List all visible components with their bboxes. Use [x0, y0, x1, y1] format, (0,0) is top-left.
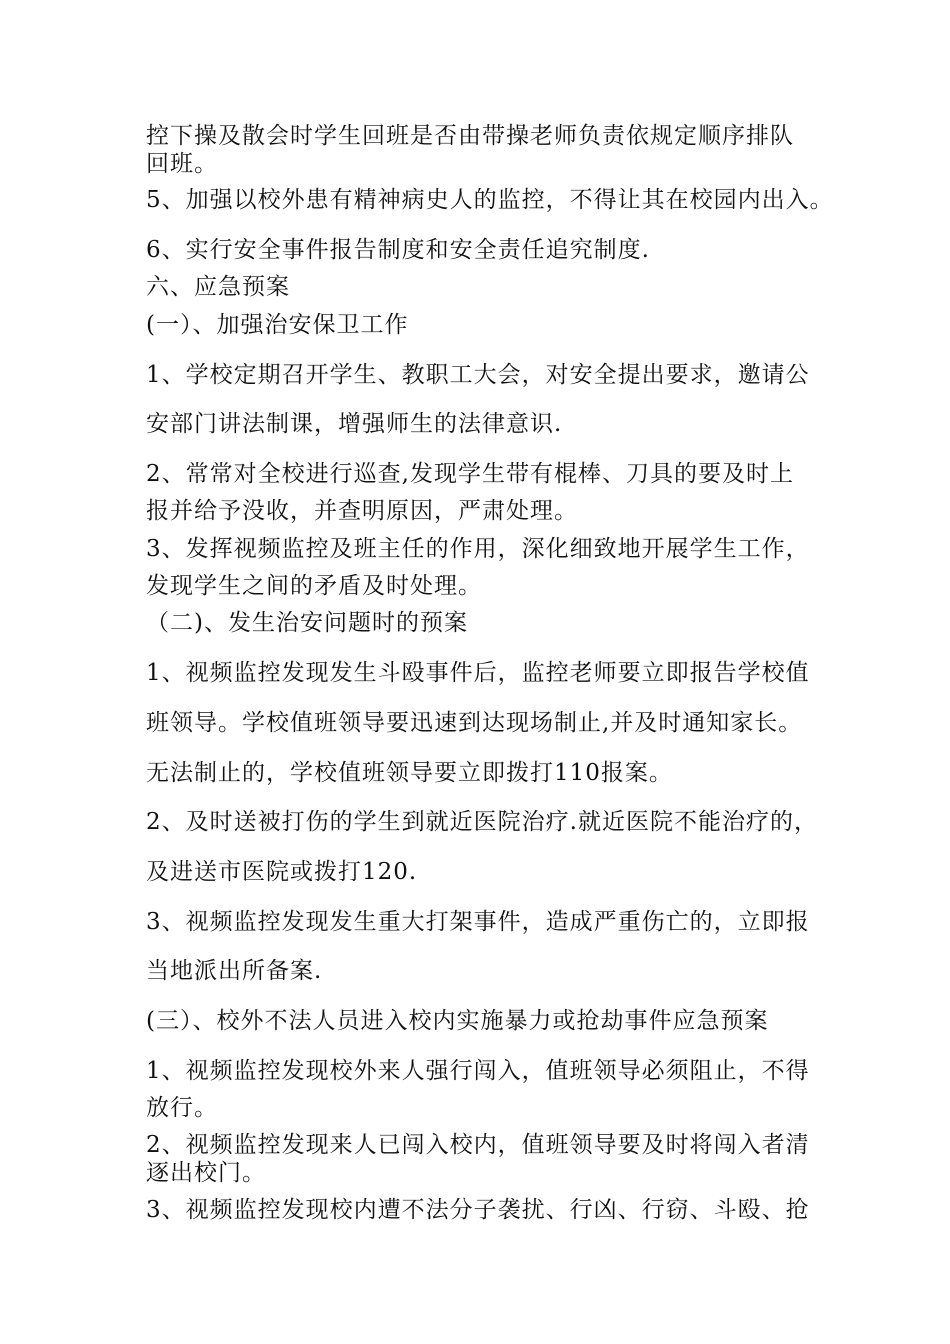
text-line: 及进送市医院或拨打120.: [146, 859, 418, 885]
text-line: 班领导。学校值班领导要迅速到达现场制止,并及时通知家长。: [146, 710, 803, 736]
subsection-heading: （二)、发生治安问题时的预案: [146, 610, 468, 636]
text-line: 发现学生之间的矛盾及时处理。: [146, 573, 482, 599]
subsection-heading: (三）、校外不法人员进入校内实施暴力或抢劫事件应急预案: [146, 1008, 769, 1034]
section-heading: 六、应急预案: [146, 274, 290, 300]
text-line: 3、视频监控发现发生重大打架事件，造成严重伤亡的，立即报: [146, 909, 810, 935]
text-line: 2、及时送被打伤的学生到就近医院治疗.就近医院不能治疗的，: [146, 809, 818, 835]
text-line: 1、视频监控发现校外来人强行闯入，值班领导必须阻止，不得: [146, 1058, 810, 1084]
text-line: 1、学校定期召开学生、教职工大会，对安全提出要求，邀请公: [146, 362, 810, 388]
text-line: 当地派出所备案.: [146, 958, 323, 984]
text-line: 3、发挥视频监控及班主任的作用，深化细致地开展学生工作，: [146, 536, 810, 562]
text-line: 放行。: [146, 1095, 218, 1121]
text-line: 报并给予没收，并查明原因，严肃处理。: [146, 498, 578, 524]
text-line: 2、常常对全校进行巡查,发现学生带有棍棒、刀具的要及时上: [146, 461, 794, 487]
text-line: 2、视频监控发现来人已闯入校内，值班领导要及时将闯入者清: [146, 1132, 810, 1158]
subsection-heading: (一）、加强治安保卫工作: [146, 312, 409, 338]
text-line: 逐出校门。: [146, 1160, 266, 1186]
text-line: 5、加强以校外患有精神病史人的监控，不得让其在校园内出入。: [146, 187, 834, 213]
text-line: 控下操及散会时学生回班是否由带操老师负责依规定顺序排队: [146, 123, 794, 149]
text-line: 回班。: [146, 151, 218, 177]
text-line: 1、视频监控发现发生斗殴事件后，监控老师要立即报告学校值: [146, 660, 810, 686]
text-line: 3、视频监控发现校内遭不法分子袭扰、行凶、行窃、斗殴、抢: [146, 1197, 810, 1223]
text-line: 安部门讲法制课，增强师生的法律意识.: [146, 411, 563, 437]
text-line: 无法制止的，学校值班领导要立即拨打110报案。: [146, 760, 673, 786]
text-line: 6、实行安全事件报告制度和安全责任追究制度.: [146, 237, 650, 263]
